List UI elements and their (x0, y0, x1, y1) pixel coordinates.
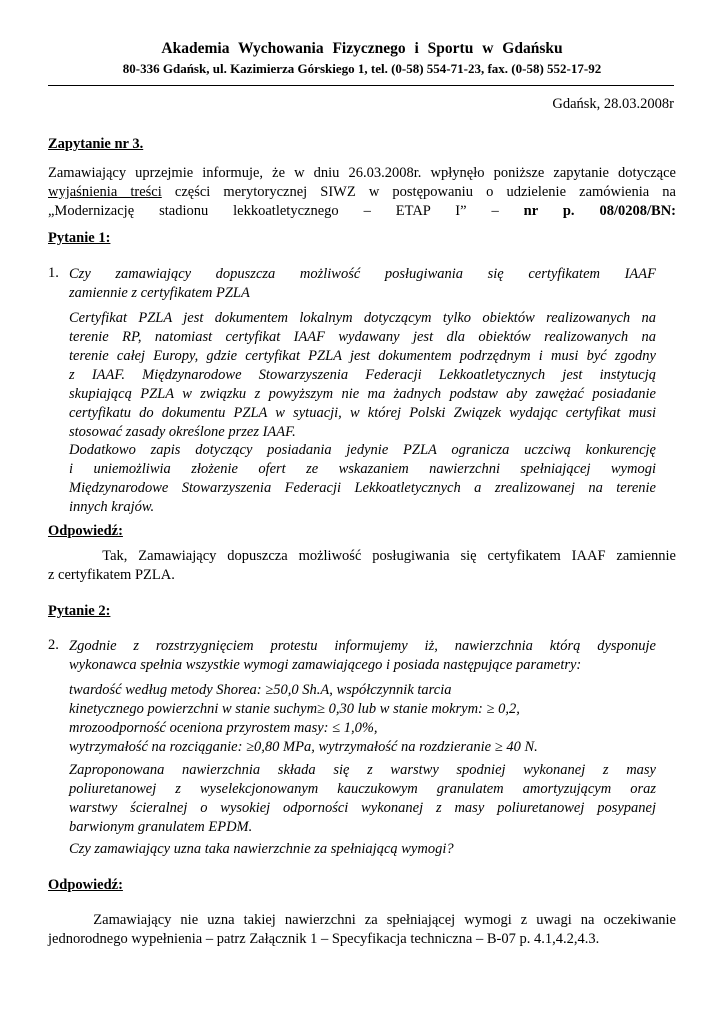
intro-paragraph (48, 164, 676, 221)
intro-line (48, 183, 676, 202)
additional-line: i uniemożliwia złożenie ofert ze wskazaniem nawierzchni spełniającej wymogi (69, 461, 656, 477)
inquiry-title: Zapytanie nr 3. (48, 136, 144, 152)
composition-line: poliuretanowej z wyselekcjonowanym kauczukowym granulatem amortyzującym oraz (69, 781, 656, 797)
justification-line: stosować zasady określone przez IAAF. (69, 424, 296, 440)
answer-line: z certyfikatem PZLA. (48, 567, 175, 583)
question-1-text (69, 265, 656, 303)
question-line: Zgodnie z rozstrzygnięciem protestu informujemy iż, nawierzchnia którą dysponuje (69, 638, 656, 654)
institution-name: Akademia Wychowania Fizycznego i Sportu w Gdańsku (161, 40, 563, 57)
composition-line: Zaproponowana nawierzchnia składa się z warstwy spodniej wykonanej z masy (69, 762, 656, 778)
answer-2-heading: Odpowiedź: (48, 877, 123, 893)
justification-line: terenie RP, natomiast certyfikat IAAF wydawany jest dla obiektów realizowanych na (69, 329, 656, 345)
surface-composition (69, 761, 656, 837)
composition-line: barwionym granulatem EPDM. (69, 819, 253, 835)
intro-underlined-phrase: wyjaśnienia treści (48, 184, 162, 200)
answer-1-text (48, 547, 676, 585)
intro-line (48, 202, 676, 221)
additional-line: Dodatkowo zapis dotyczący posiadania jedynie PZLA ogranicza uczciwą konkurencję (69, 442, 656, 458)
ask-line: Czy zamawiający uzna taka nawierzchnie za spełniającą wymogi? (69, 841, 454, 857)
additional-line: innych krajów. (69, 499, 155, 515)
parameter-line: twardość według metody Shorea: ≥50,0 Sh.A, współczynnik tarcia (69, 682, 452, 698)
header-divider (48, 85, 674, 86)
intro-line: Zamawiający uprzejmie informuje, że w dniu 26.03.2008r. wpłynęło poniższe zapytanie dotyczące (48, 165, 676, 181)
question-1-additional (69, 441, 656, 517)
additional-line: Międzynarodowe Stowarzyszenia Federacji Lekkoatletycznych a zrealizowanej na terenie (69, 480, 656, 496)
answer-1-heading: Odpowiedź: (48, 523, 123, 539)
question-2-heading: Pytanie 2: (48, 603, 111, 619)
question-line: wykonawca spełnia wszystkie wymogi zamawiającego i posiada następujące parametry: (69, 657, 582, 673)
document-date: Gdańsk, 28.03.2008r (552, 96, 674, 112)
question-2-number: 2. (48, 637, 59, 653)
parameter-line: mrozoodporność oceniona przyrostem masy: ≤ 1,0%, (69, 720, 378, 736)
question-2-text (69, 637, 656, 675)
answer-line: jednorodnego wypełnienia – patrz Załącznik 1 – Specyfikacja techniczna – B-07 p. 4.1,4.2,4.3. (48, 931, 600, 947)
answer-line: Zamawiający nie uzna takiej nawierzchni za spełniającej wymogi z uwagi na oczekiwanie (48, 912, 676, 928)
question-line: zamiennie z certyfikatem PZLA (69, 285, 250, 301)
justification-line: terenie całej Europy, gdzie certyfikat PZLA jest dokumentem podrzędnym i musi być zgodny (69, 348, 656, 364)
intro-project-name: „Modernizację stadionu lekkoatletycznego – ETAP I” – (48, 203, 524, 219)
parameter-line: kinetycznego powierzchni w stanie suchym≥ 0,30 lub w stanie mokrym: ≥ 0,2, (69, 701, 520, 717)
answer-2-text (48, 911, 676, 949)
surface-parameters (69, 681, 656, 757)
justification-line: certyfikatu do dokumentu PZLA w sytuacji, w której Polski Związek wydając certyfikat musi (69, 405, 656, 421)
question-line: Czy zamawiający dopuszcza możliwość posługiwania się certyfikatem IAAF (69, 266, 656, 282)
justification-line: Certyfikat PZLA jest dokumentem lokalnym dotyczącym tylko obiektów realizowanych na (69, 310, 656, 326)
composition-line: warstwy ścieralnej o wysokiej odporności wykonanej z masy poliuretanowej posypanej (69, 800, 656, 816)
question-1-heading: Pytanie 1: (48, 230, 111, 246)
answer-line: Tak, Zamawiający dopuszcza możliwość posługiwania się certyfikatem IAAF zamiennie (48, 548, 676, 564)
institution-address: 80-336 Gdańsk, ul. Kazimierza Górskiego 1, tel. (0-58) 554-71-23, fax. (0-58) 552-17-92 (122, 61, 602, 76)
intro-reference-number: nr p. 08/0208/BN: (523, 203, 676, 219)
question-1-justification (69, 309, 656, 442)
parameter-line: wytrzymałość na rozciąganie: ≥0,80 MPa, wytrzymałość na rozdzieranie ≥ 40 N. (69, 739, 538, 755)
question-1-number: 1. (48, 265, 59, 281)
justification-line: z IAAF. Międzynarodowe Stowarzyszenia Federacji Lekkoatletycznych jest instytucją (69, 367, 656, 383)
question-2-ask (69, 840, 656, 859)
justification-line: skupiającą PZLA w związku z powyższym nie ma żadnych podstaw aby zawężać posiadanie (69, 386, 656, 402)
intro-line-rest: części merytorycznej SIWZ w postępowaniu o udzielenie zamówienia na (161, 184, 676, 200)
